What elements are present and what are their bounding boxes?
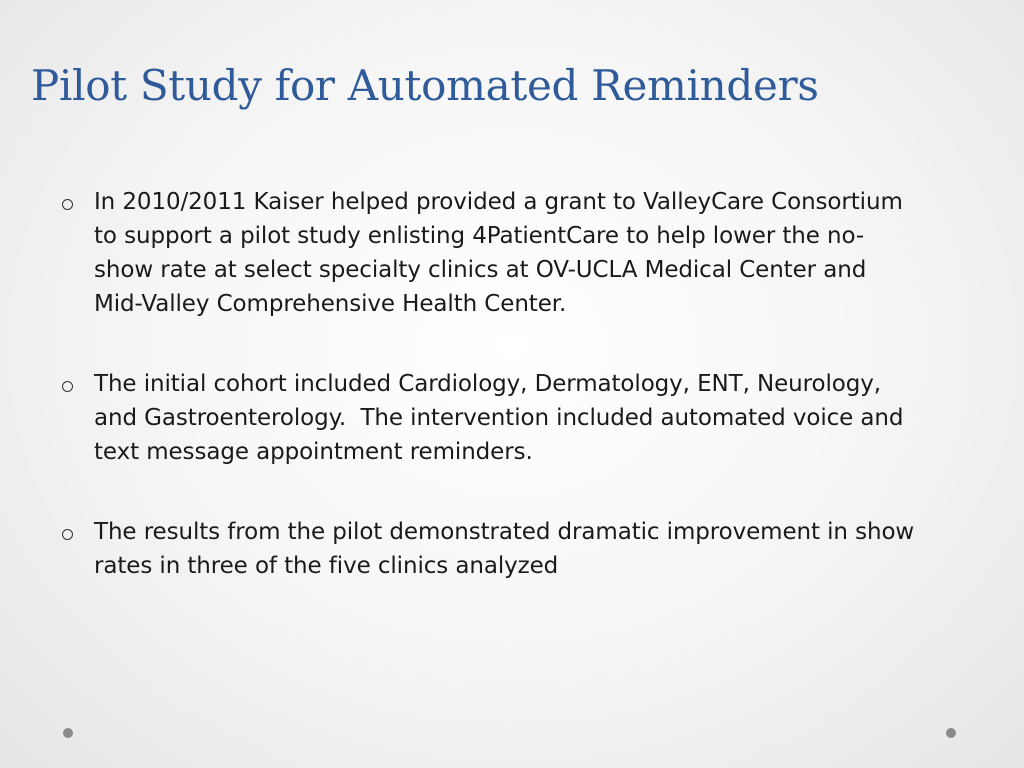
bullet-item	[58, 185, 918, 321]
bullet-text: In 2010/2011 Kaiser helped provided a grant to ValleyCare Consortium to support a pilot study enlisting 4PatientCare to help lower the no-show rate at select specialty clinics at OV-UCLA Medical Center and Mid-Valley Comprehensive Health Center.	[94, 189, 910, 317]
bullet-item	[58, 367, 918, 469]
bullet-item	[58, 515, 922, 583]
decorative-dot-right-icon	[946, 728, 956, 738]
hollow-circle-bullet-icon	[62, 199, 73, 210]
hollow-circle-bullet-icon	[62, 529, 73, 540]
slide-title: Pilot Study for Automated Reminders	[31, 61, 819, 110]
hollow-circle-bullet-icon	[62, 381, 73, 392]
bullet-text: The results from the pilot demonstrated dramatic improvement in show rates in three of the five clinics analyzed	[94, 519, 922, 579]
bullet-list	[58, 185, 922, 629]
decorative-dot-left-icon	[63, 728, 73, 738]
bullet-text: The initial cohort included Cardiology, Dermatology, ENT, Neurology, and Gastroenterology. The intervention included automated voice and text message appointment reminders.	[94, 371, 911, 465]
